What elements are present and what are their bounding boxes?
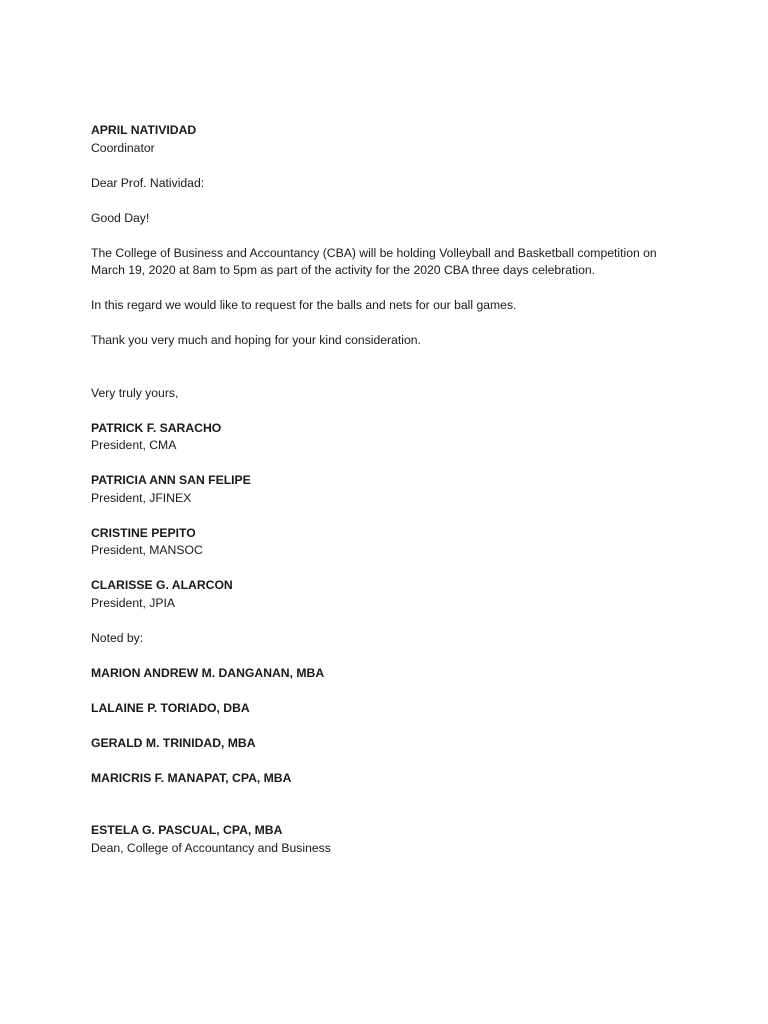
signatory-name: PATRICK F. SARACHO bbox=[91, 420, 222, 435]
salutation: Dear Prof. Natividad: bbox=[91, 175, 205, 190]
letter-body bbox=[91, 122, 691, 857]
signatory-title: President, JPIA bbox=[91, 595, 175, 610]
closing: Very truly yours, bbox=[91, 385, 179, 400]
recipient-title: Coordinator bbox=[91, 140, 155, 155]
signatory-title: President, CMA bbox=[91, 438, 177, 452]
noted-by-name: MARION ANDREW M. DANGANAN, MBA bbox=[91, 665, 325, 680]
signatory-name: PATRICIA ANN SAN FELIPE bbox=[91, 473, 251, 487]
approver-name: ESTELA G. PASCUAL, CPA, MBA bbox=[91, 823, 283, 837]
signatory-name: CRISTINE PEPITO bbox=[91, 525, 196, 540]
body-paragraph-3: Thank you very much and hoping for your kind consideration. bbox=[91, 333, 421, 347]
noted-by-name: LALAINE P. TORIADO, DBA bbox=[91, 700, 250, 715]
signatory-title: President, MANSOC bbox=[91, 543, 203, 557]
greeting: Good Day! bbox=[91, 210, 150, 225]
recipient-name: APRIL NATIVIDAD bbox=[91, 123, 197, 137]
noted-by-label: Noted by: bbox=[91, 630, 144, 645]
approver-title: Dean, College of Accountancy and Business bbox=[91, 840, 331, 855]
signatory-title: President, JFINEX bbox=[91, 490, 192, 505]
body-paragraph-1-line-2: March 19, 2020 at 8am to 5pm as part of the activity for the 2020 CBA three days celebration. bbox=[91, 263, 596, 277]
signatory-name: CLARISSE G. ALARCON bbox=[91, 578, 233, 592]
noted-by-name: MARICRIS F. MANAPAT, CPA, MBA bbox=[91, 770, 292, 785]
body-paragraph-1-line-1: The College of Business and Accountancy (CBA) will be holding Volleyball and Basketball competition on bbox=[91, 245, 657, 260]
body-paragraph-2: In this regard we would like to request for the balls and nets for our ball games. bbox=[91, 298, 517, 312]
noted-by-name: GERALD M. TRINIDAD, MBA bbox=[91, 735, 256, 750]
